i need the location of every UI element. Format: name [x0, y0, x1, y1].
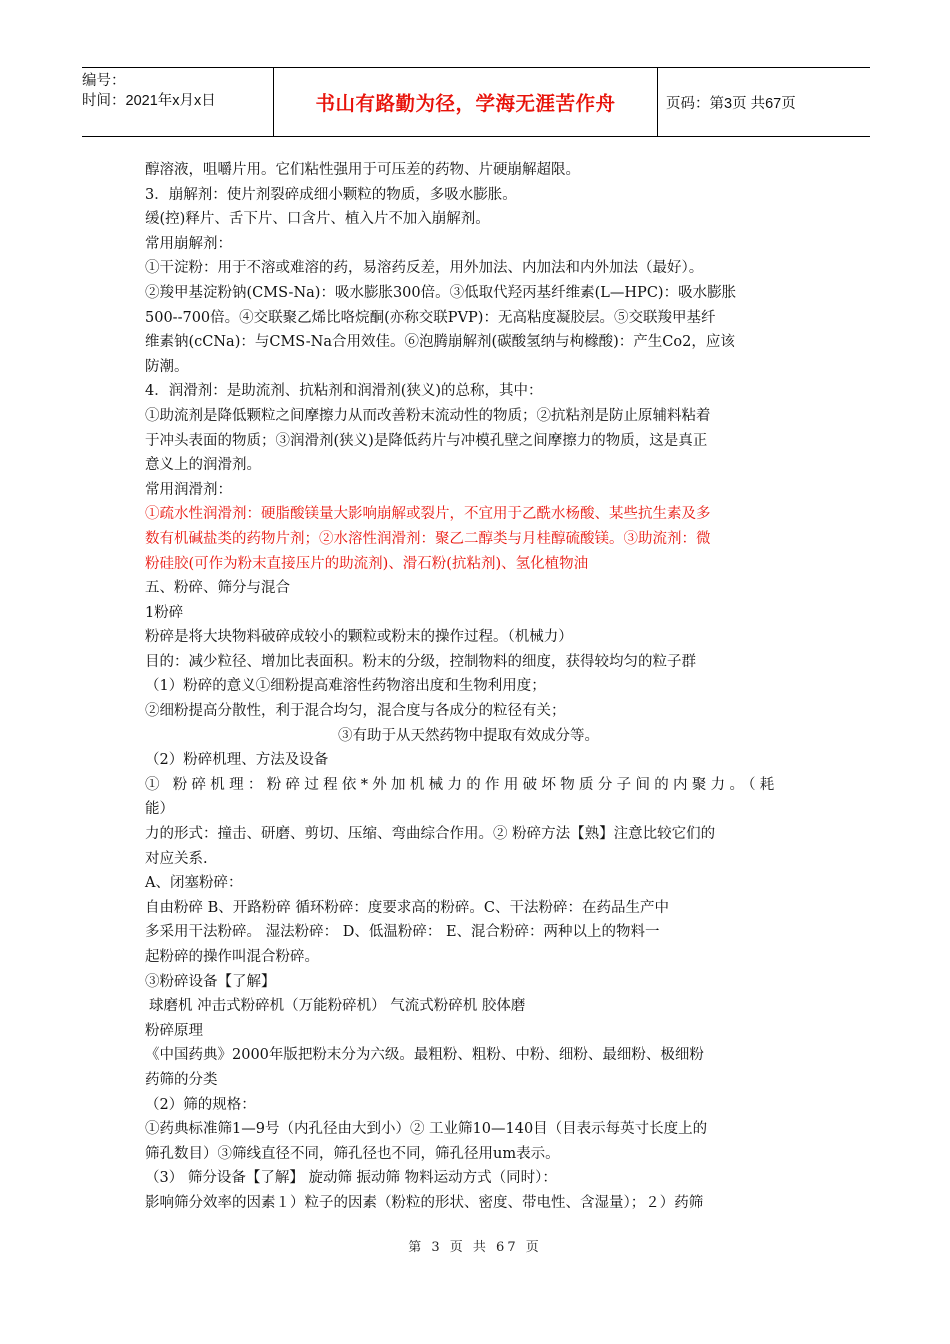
body-line: ③粉碎设备【了解】	[145, 973, 276, 990]
body-line: （2）筛的规格：	[145, 1096, 256, 1113]
body-line: 目的：减少粒径、增加比表面积。粉末的分级，控制物料的细度，获得较均匀的粒子群	[145, 653, 696, 670]
header-number-label: 编号：	[82, 73, 126, 89]
body-line: 力的形式：撞击、研磨、剪切、压缩、弯曲综合作用。② 粉碎方法【熟】注意比较它们的	[145, 826, 716, 843]
body-line: 于冲头表面的物质；③润滑剂(狭义)是降低药片与冲模孔壁之间摩擦力的物质，这是真正	[145, 432, 708, 449]
body-line: 维素钠(cCNa)：与CMS-Na合用效佳。⑥泡腾崩解剂(碳酸氢纳与枸橼酸)：产生Co2，应该	[145, 334, 735, 351]
body-line: 防潮。	[145, 358, 189, 375]
body-line: 3．崩解剂：使片剂裂碎成细小颗粒的物质，多吸水膨胀。	[145, 186, 517, 203]
body-line: 粉碎是将大块物料破碎成较小的颗粒或粉末的操作过程。（机械力）	[145, 629, 573, 646]
body-line: 常用润滑剂：	[145, 481, 232, 498]
body-line: 意义上的润滑剂。	[145, 457, 261, 474]
body-line: ① 粉碎机理：粉碎过程依*外加机械力的作用破坏物质分子间的内聚力。（耗	[145, 776, 779, 793]
section-heading: 五、粉碎、筛分与混合	[145, 580, 290, 597]
body-line: 《中国药典》2000年版把粉末分为六级。最粗粉、粗粉、中粉、细粉、最细粉、极细粉	[145, 1047, 704, 1064]
body-line: （2）粉碎机理、方法及设备	[145, 752, 329, 769]
body-line: ①干淀粉：用于不溶或难溶的药，易溶药反差，用外加法、内加法和内外加法（最好）。	[145, 260, 704, 277]
highlighted-line: ①疏水性润滑剂：硬脂酸镁量大影响崩解或裂片，不宜用于乙酰水杨酸、某些抗生素及多	[145, 506, 711, 523]
body-line: A、闭塞粉碎：	[145, 875, 243, 892]
body-line: 影响筛分效率的因素１）粒子的因素（粉粒的形状、密度、带电性、含湿量）；２）药筛	[145, 1194, 704, 1211]
body-line: ①药典标准筛1—9号（内孔径由大到小）② 工业筛10—140目（目表示每英寸长度上的	[145, 1121, 708, 1138]
body-line: （3） 筛分设备【了解】 旋动筛 振动筛 物料运动方式（同时）：	[145, 1170, 557, 1187]
header-page-info: 页码：第3页 共67页	[666, 95, 796, 112]
body-line: ①助流剂是降低颗粒之间摩擦力从而改善粉末流动性的物质；②抗粘剂是防止原辅料粘着	[145, 407, 711, 424]
body-line: 500--700倍。④交联聚乙烯比咯烷酮(亦称交联PVP)：无高粘度凝胶层。⑤交联羧甲基纤	[145, 309, 716, 326]
document-body	[145, 158, 807, 1216]
header-meta	[82, 68, 274, 136]
body-line: ②羧甲基淀粉钠(CMS-Na)：吸水膨胀300倍。③低取代羟丙基纤维素(L—HPC)：吸水膨胀	[145, 284, 737, 301]
highlighted-line: 数有机碱盐类的药物片剂；②水溶性润滑剂：聚乙二醇类与月桂醇硫酸镁。③助流剂：微	[145, 530, 711, 547]
body-line: 对应关系.	[145, 850, 208, 867]
body-line: 常用崩解剂：	[145, 235, 232, 252]
highlighted-line: 粉硅胶(可作为粉末直接压片的助流剂)、滑石粉(抗粘剂)、氢化植物油	[145, 555, 589, 572]
body-line: 药筛的分类	[145, 1071, 218, 1088]
header-date-label: 时间：2021年x月x日	[82, 93, 216, 109]
body-line: 自由粉碎 B、开路粉碎 循环粉碎：度要求高的粉碎。C、干法粉碎：在药品生产中	[145, 899, 669, 916]
body-line: 粉碎原理	[145, 1022, 203, 1039]
body-line: 4．润滑剂：是助流剂、抗粘剂和润滑剂(狭义)的总称，其中：	[145, 383, 543, 400]
subsection-heading: 1粉碎	[145, 604, 184, 621]
page-header	[82, 67, 870, 137]
body-line: 起粉碎的操作叫混合粉碎。	[145, 949, 319, 965]
body-line: 缓(控)释片、舌下片、口含片、植入片不加入崩解剂。	[145, 211, 490, 228]
body-line: ③有助于从天然药物中提取有效成分等。	[338, 727, 599, 744]
body-line: 多采用干法粉碎。 湿法粉碎： D、低温粉碎： E、混合粉碎：两种以上的物料一	[145, 924, 660, 941]
body-line: 筛孔数目）③筛线直径不同，筛孔径也不同，筛孔径用um表示。	[145, 1145, 560, 1162]
body-line: （1）粉碎的意义①细粉提高难溶性药物溶出度和生物利用度；	[145, 678, 546, 695]
body-line: 能）	[145, 801, 174, 818]
body-line: 球磨机 冲击式粉碎机（万能粉碎机） 气流式粉碎机 胶体磨	[149, 998, 526, 1015]
body-line: ②细粉提高分散性，利于混合均匀，混合度与各成分的粒径有关；	[145, 703, 566, 720]
page-footer: 第 3 页 共 67 页	[408, 1240, 542, 1255]
header-motto: 书山有路勤为径，学海无涯苦作舟	[274, 68, 658, 136]
body-line: 醇溶液，咀嚼片用。它们粘性强用于可压差的药物、片硬崩解超限。	[145, 162, 580, 178]
